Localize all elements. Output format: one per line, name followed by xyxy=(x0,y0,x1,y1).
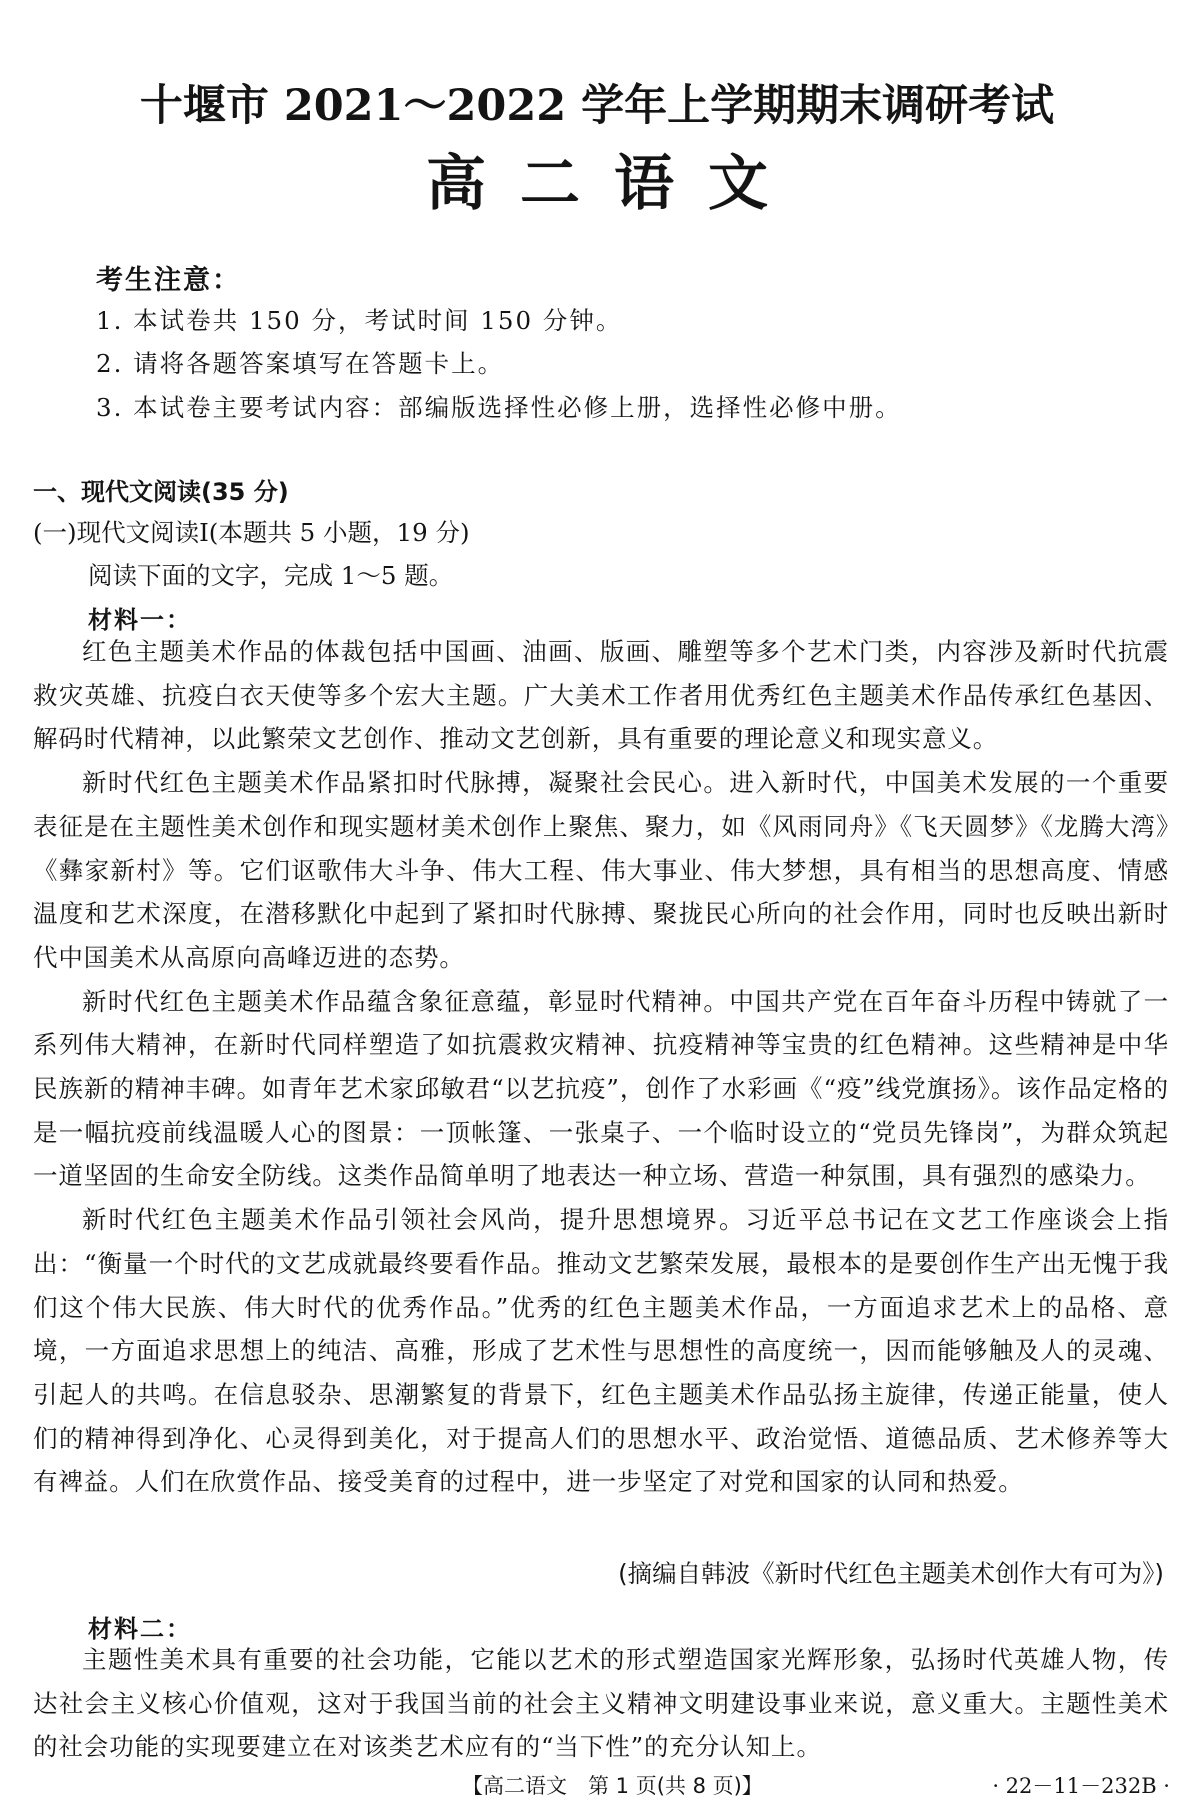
paragraph: 红色主题美术作品的体裁包括中国画、油画、版画、雕塑等多个艺术门类，内容涉及新时代抗震救灾英雄、抗疫白衣天使等多个宏大主题。广大美术工作者用优秀红色主题美术作品传承红色基因、解码时代精神，以此繁荣文艺创作、推动文艺创新，具有重要的理论意义和现实意义。 xyxy=(33,637,1169,754)
notice-item: 3. 本试卷主要考试内容：部编版选择性必修上册，选择性必修中册。 xyxy=(96,393,902,422)
paragraph: 新时代红色主题美术作品引领社会风尚，提升思想境界。习近平总书记在文艺工作座谈会上指出：“衡量一个时代的文艺成就最终要看作品。推动文艺繁荣发展，最根本的是要创作生产出无愧于我们这个伟大民族、伟大时代的优秀作品。”优秀的红色主题美术作品，一方面追求艺术上的品格、意境，一方面追求思想上的纯洁、高雅，形成了艺术性与思想性的高度统一，因而能够触及人的灵魂、引起人的共鸣。在信息驳杂、思潮繁复的背景下，红色主题美术作品弘扬主旋律，传递正能量，使人们的精神得到净化、心灵得到美化，对于提高人们的思想水平、政治觉悟、道德品质、艺术修养等大有裨益。人们在欣赏作品、接受美育的过程中，进一步坚定了对党和国家的认同和热爱。 xyxy=(33,1205,1169,1497)
paper-code: · 22－11－232B · xyxy=(992,1774,1170,1798)
page-number: 【高二语文 第 1 页(共 8 页)】 xyxy=(462,1774,763,1798)
paragraph: 新时代红色主题美术作品蕴含象征意蕴，彰显时代精神。中国共产党在百年奋斗历程中铸就了一系列伟大精神，在新时代同样塑造了如抗震救灾精神、抗疫精神等宝贵的红色精神。这些精神是中华民族新的精神丰碑。如青年艺术家邱敏君“以艺抗疫”，创作了水彩画《“疫”线党旗扬》。该作品定格的是一幅抗疫前线温暖人心的图景：一顶帐篷、一张桌子、一个临时设立的“党员先锋岗”，为群众筑起一道坚固的生命安全防线。这类作品简单明了地表达一种立场、营造一种氛围，具有强烈的感染力。 xyxy=(33,986,1169,1191)
material2-heading: 材料二： xyxy=(88,1615,192,1643)
notice-item: 2. 请将各题答案填写在答题卡上。 xyxy=(96,349,505,378)
section-subtitle: (一)现代文阅读Ⅰ(本题共 5 小题，19 分) xyxy=(33,518,470,547)
paragraph: 主题性美术具有重要的社会功能，它能以艺术的形式塑造国家光辉形象，弘扬时代英雄人物，传达社会主义核心价值观，这对于我国当前的社会主义精神文明建设事业来说，意义重大。主题性美术的社会功能的实现要建立在对该类艺术应有的“当下性”的充分认知上。 xyxy=(33,1645,1169,1762)
material1-body xyxy=(33,630,1169,1504)
section-title: 一、现代文阅读(35 分) xyxy=(33,478,289,506)
paragraph: 新时代红色主题美术作品紧扣时代脉搏，凝聚社会民心。进入新时代，中国美术发展的一个重要表征是在主题性美术创作和现实题材美术创作上聚焦、聚力，如《风雨同舟》《飞天圆梦》《龙腾大湾》《彝家新村》等。它们讴歌伟大斗争、伟大工程、伟大事业、伟大梦想，具有相当的思想高度、情感温度和艺术深度，在潜移默化中起到了紧扣时代脉搏、聚拢民心所向的社会作用，同时也反映出新时代中国美术从高原向高峰迈进的态势。 xyxy=(33,768,1169,972)
notice-heading: 考生注意： xyxy=(96,265,241,296)
material1-source: (摘编自韩波《新时代红色主题美术创作大有可为》) xyxy=(618,1559,1164,1588)
notice-item: 1. 本试卷共 150 分，考试时间 150 分钟。 xyxy=(96,306,623,335)
material1-heading: 材料一： xyxy=(88,606,192,634)
subject-title: 高二语文 xyxy=(426,149,802,219)
exam-title: 十堰市 2021～2022 学年上学期期末调研考试 xyxy=(139,81,1055,131)
material2-body xyxy=(33,1638,1169,1769)
reading-instruction: 阅读下面的文字，完成 1～5 题。 xyxy=(88,561,454,590)
